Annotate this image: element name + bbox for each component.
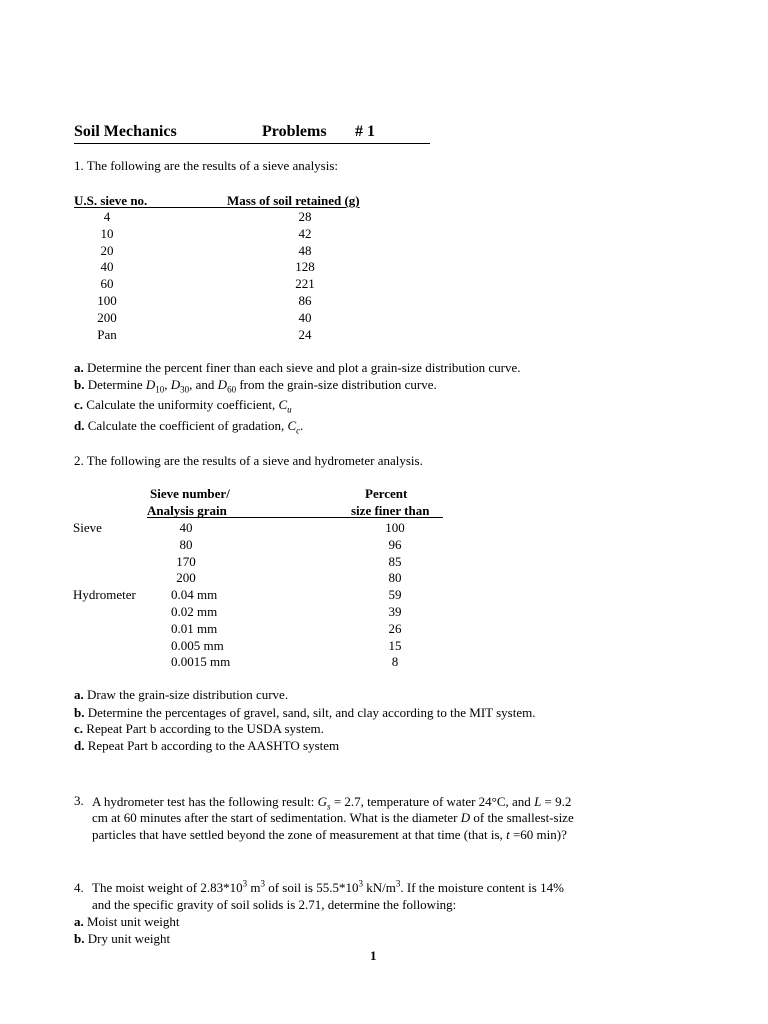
problem4-line2: and the specific gravity of soil solids is 2.71, determine the following: — [92, 897, 457, 912]
problem1-part-a: a. Determine the percent finer than each sieve and plot a grain-size distribution curve. — [74, 360, 521, 375]
problem2-table-row — [0, 570, 768, 587]
problem1-mass-cell: 221 — [295, 276, 315, 292]
problem1-part-d: d. Calculate the coefficient of gradation, $C_c$. — [74, 418, 304, 436]
problem2-percent-cell: 15 — [388, 637, 402, 653]
problem1-mass-cell: 128 — [295, 259, 315, 275]
problem2-percent-cell: 85 — [388, 553, 402, 569]
problem2-table-row — [0, 520, 768, 537]
problem2-col2-header-line2: size finer than — [351, 503, 430, 518]
problem4-line1: The moist weight of $2.83*10^3$ $m^3$ of soil is $55.5*10^3$ $kN/m^3$. If the moisture content is 14% — [92, 878, 564, 895]
problem1-col-mass-header: Mass of soil retained (g) — [227, 193, 360, 208]
problem2-part-b: b. Determine the percentages of gravel, sand, silt, and clay according to the MIT system. — [74, 705, 536, 720]
problem2-value-cell: 170 — [176, 553, 196, 569]
problem3-line1: A hydrometer test has the following result: $G_s = 2.7$, temperature of water 24°C, and L = 9.2 — [92, 794, 572, 812]
problem3-line2: cm at 60 minutes after the start of sedimentation. What is the diameter D of the smallest-size — [92, 810, 574, 825]
problem2-table-row — [0, 638, 768, 655]
problem2-value-cell: 0.04 mm — [171, 587, 218, 603]
problem2-percent-cell: 26 — [388, 620, 402, 636]
problem1-sieve-cell: 60 — [100, 276, 114, 292]
problem2-table-row — [0, 537, 768, 554]
problem1-sieve-cell: Pan — [97, 326, 117, 342]
problem2-part-a: a. Draw the grain-size distribution curve. — [74, 687, 289, 702]
problem1-table-row — [0, 276, 768, 293]
problem2-col2-header-line1: Percent — [365, 486, 408, 501]
problem3-number: 3. — [74, 793, 84, 808]
problem1-table-row — [0, 259, 768, 276]
course-title: Soil Mechanics — [74, 123, 177, 140]
problem1-mass-cell: 48 — [298, 242, 312, 258]
problem2-percent-cell: 8 — [391, 654, 399, 670]
problem1-table-row — [0, 243, 768, 260]
problem1-table-row — [0, 209, 768, 226]
problem1-sieve-cell: 20 — [100, 242, 114, 258]
problem1-intro: 1. The following are the results of a sieve analysis: — [74, 158, 339, 173]
page-number: 1 — [370, 948, 377, 963]
problem2-intro: 2. The following are the results of a sieve and hydrometer analysis. — [74, 453, 423, 468]
problem2-table-row — [0, 587, 768, 604]
problem1-mass-cell: 40 — [298, 309, 312, 325]
problem3-line3: particles that have settled beyond the zone of measurement at that time (that is, t =60 min)? — [92, 827, 567, 842]
problem1-col-sieve-header: U.S. sieve no. — [74, 193, 148, 208]
problem1-mass-cell: 42 — [298, 225, 312, 241]
problem1-sieve-cell: 200 — [97, 309, 117, 325]
problem1-sieve-cell: 100 — [97, 293, 117, 308]
problem1-table-row — [0, 310, 768, 327]
problem1-mass-cell: 86 — [298, 293, 312, 308]
problem1-sieve-cell: 40 — [100, 259, 114, 275]
problem4-number: 4. — [74, 880, 84, 895]
problem1-sieve-cell: 10 — [100, 225, 114, 241]
problem2-value-cell: 40 — [179, 520, 193, 535]
problem1-table-row — [0, 226, 768, 243]
problem2-value-cell: 200 — [176, 570, 196, 586]
problem2-part-d: d. Repeat Part b according to the AASHTO system — [74, 738, 340, 753]
problem2-percent-cell: 39 — [388, 604, 402, 619]
problem2-hydrometer-label: Hydrometer — [73, 587, 136, 602]
problem2-table-row — [0, 654, 768, 671]
problem2-value-cell: 80 — [179, 536, 193, 552]
problem1-part-c: c. Calculate the uniformity coefficient, $C_u$ — [74, 397, 292, 415]
problem2-value-cell: 0.01 mm — [171, 620, 218, 636]
problem2-sieve-label: Sieve — [73, 520, 102, 535]
problem2-value-cell: 0.005 mm — [171, 637, 224, 653]
problem2-col1-header-line2: Analysis grain — [147, 503, 227, 518]
problem2-percent-cell: 100 — [385, 520, 405, 535]
problem2-percent-cell: 59 — [388, 587, 402, 603]
problem2-percent-cell: 80 — [388, 570, 402, 586]
problem1-table-row — [0, 293, 768, 310]
problem1-sieve-cell: 4 — [103, 209, 111, 224]
problem2-header-rule — [147, 517, 443, 518]
problem4-part-a: a. Moist unit weight — [74, 914, 180, 929]
problem1-mass-cell: 28 — [298, 209, 312, 224]
problem2-table-row — [0, 554, 768, 571]
problem1-table-row — [0, 327, 768, 344]
problem2-col1-header-line1: Sieve number/ — [150, 486, 230, 501]
problem2-value-cell: 0.02 mm — [171, 604, 218, 619]
problem2-percent-cell: 96 — [388, 536, 402, 552]
problems-label: Problems — [262, 123, 327, 140]
problem2-part-c: c. Repeat Part b according to the USDA system. — [74, 721, 324, 736]
problem-set-number: # 1 — [355, 123, 375, 140]
problem1-mass-cell: 24 — [298, 326, 312, 342]
problem4-part-b: b. Dry unit weight — [74, 931, 171, 946]
problem2-table-row — [0, 604, 768, 621]
problem2-value-cell: 0.0015 mm — [171, 654, 231, 670]
problem1-part-b: b. Determine $D_{10}$, $D_{30}$, and $D_{60}$ from the grain-size distribution curve. — [74, 377, 437, 395]
problem2-table-row — [0, 621, 768, 638]
problem1-header-rule — [74, 207, 227, 208]
